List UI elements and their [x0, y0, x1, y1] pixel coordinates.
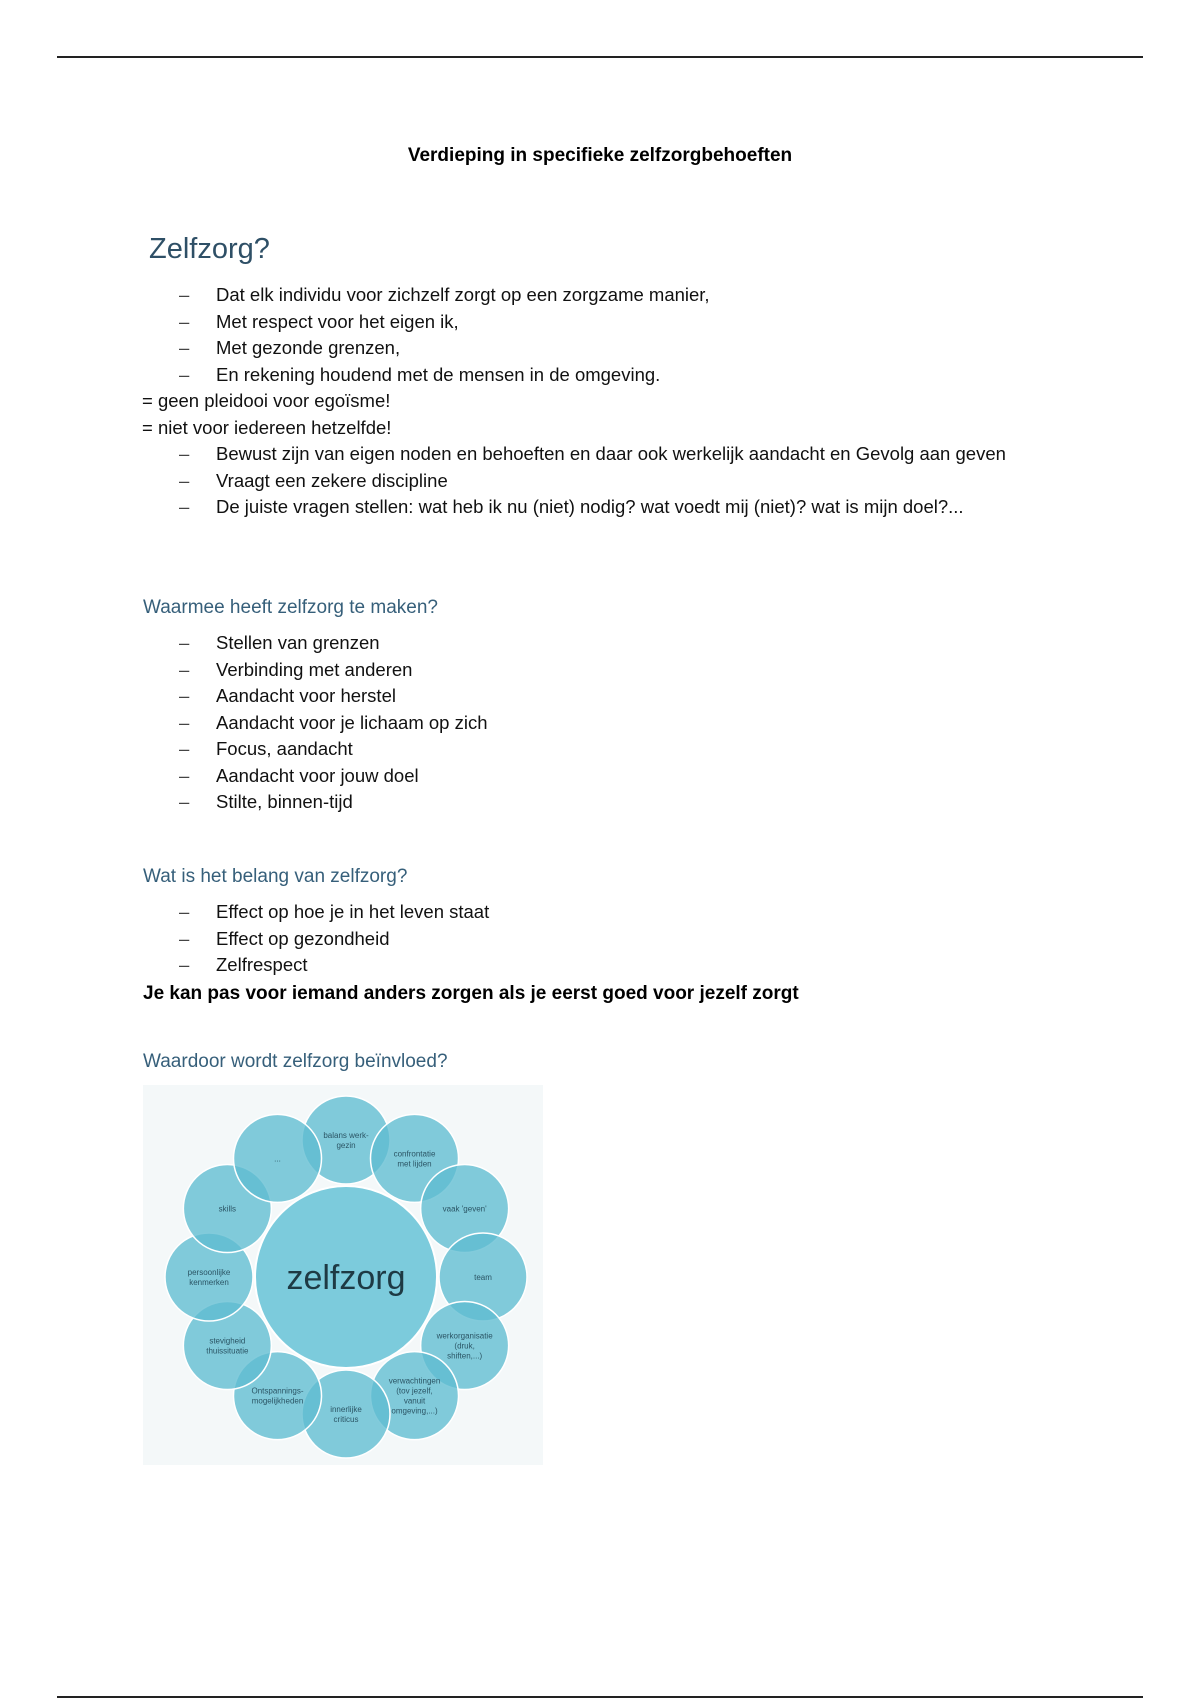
satellite-label: stevigheid thuissituatie	[206, 1336, 249, 1356]
satellite-label: verwachtingen (tov jezelf, vanuit omgeving,...)	[388, 1376, 441, 1416]
satellite-label: innerlijke criticus	[330, 1405, 362, 1424]
bullet-dash: –	[179, 284, 190, 305]
satellite-label: skills	[218, 1204, 237, 1214]
bullet-dash: –	[179, 469, 190, 491]
bullet-dash: –	[179, 363, 190, 385]
center-label: zelfzorg	[286, 1259, 406, 1297]
list-item: – Verbinding met anderen	[143, 657, 1063, 684]
satellite-label: ...	[274, 1154, 281, 1164]
bullet-dash: –	[179, 310, 190, 332]
bottom-rule	[57, 1696, 1143, 1698]
list-item: – Effect op gezondheid	[143, 926, 1063, 953]
bullet-dash: –	[179, 764, 190, 786]
note-line: = geen pleidooi voor egoïsme!	[142, 390, 391, 411]
list-item: – Dat elk individu voor zichzelf zorgt op een zorgzame manier,	[143, 282, 1063, 309]
belang-list	[143, 899, 1063, 979]
note-line: = niet voor iedereen hetzelfde!	[142, 416, 392, 438]
bullet-dash: –	[179, 443, 190, 464]
list-item: – Focus, aandacht	[143, 736, 1063, 763]
list-item: – Stilte, binnen-tijd	[143, 789, 1063, 816]
list-item: – De juiste vragen stellen: wat heb ik nu (niet) nodig? wat voedt mij (niet)? wat is mijn doel?...	[143, 494, 1063, 521]
bullet-dash: –	[179, 496, 190, 517]
satellite-label: vaak 'geven'	[442, 1204, 487, 1214]
satellite-label: confrontatie met lijden	[393, 1149, 436, 1169]
bullet-dash: –	[179, 632, 190, 653]
satellite-label: persoonlijke kenmerken	[187, 1268, 231, 1287]
bullet-dash: –	[179, 927, 190, 949]
list-item: – En rekening houdend met de mensen in de omgeving.	[143, 362, 1063, 389]
list-item: – Met gezonde grenzen,	[143, 335, 1063, 362]
bullet-dash: –	[179, 711, 190, 733]
satellite-label: werkorganisatie (druk, shiften,...)	[436, 1331, 493, 1361]
satellite-label: team	[474, 1273, 492, 1282]
list-item: – Bewust zijn van eigen noden en behoeften en daar ook werkelijk aandacht en Gevolg aan geven	[143, 441, 1063, 468]
bullet-dash: –	[179, 658, 190, 680]
satellite-label: Ontspannings-mogelijkheden	[251, 1386, 304, 1406]
heading-waardoor: Waardoor wordt zelfzorg beïnvloed?	[143, 1051, 448, 1072]
list-item: – Stellen van grenzen	[143, 630, 1063, 657]
document-title: Verdieping in specifieke zelfzorgbehoeften	[407, 145, 793, 166]
waarmee-list	[143, 630, 1063, 816]
list-item: – Aandacht voor jouw doel	[143, 763, 1063, 790]
heading-zelfzorg: Zelfzorg?	[149, 233, 270, 265]
bullet-dash: –	[179, 954, 190, 975]
heading-belang: Wat is het belang van zelfzorg?	[143, 866, 408, 887]
heading-waarmee: Waarmee heeft zelfzorg te maken?	[143, 597, 438, 618]
top-rule	[57, 56, 1143, 58]
intro-block	[143, 282, 1063, 521]
bullet-dash: –	[179, 791, 190, 812]
list-item: – Aandacht voor je lichaam op zich	[143, 710, 1063, 737]
influence-diagram-svg	[143, 1085, 543, 1465]
bullet-dash: –	[179, 738, 190, 759]
conclusion-text: Je kan pas voor iemand anders zorgen als je eerst goed voor jezelf zorgt	[143, 983, 799, 1004]
list-item: – Zelfrespect	[143, 952, 1063, 979]
list-item: – Vraagt een zekere discipline	[143, 468, 1063, 495]
satellite-label: balans werk-gezin	[323, 1131, 369, 1150]
list-item: – Aandacht voor herstel	[143, 683, 1063, 710]
bullet-dash: –	[179, 685, 190, 706]
bullet-dash: –	[179, 337, 190, 358]
list-item: – Effect op hoe je in het leven staat	[143, 899, 1063, 926]
influence-diagram	[143, 1085, 543, 1465]
bullet-dash: –	[179, 901, 190, 922]
list-item: – Met respect voor het eigen ik,	[143, 309, 1063, 336]
